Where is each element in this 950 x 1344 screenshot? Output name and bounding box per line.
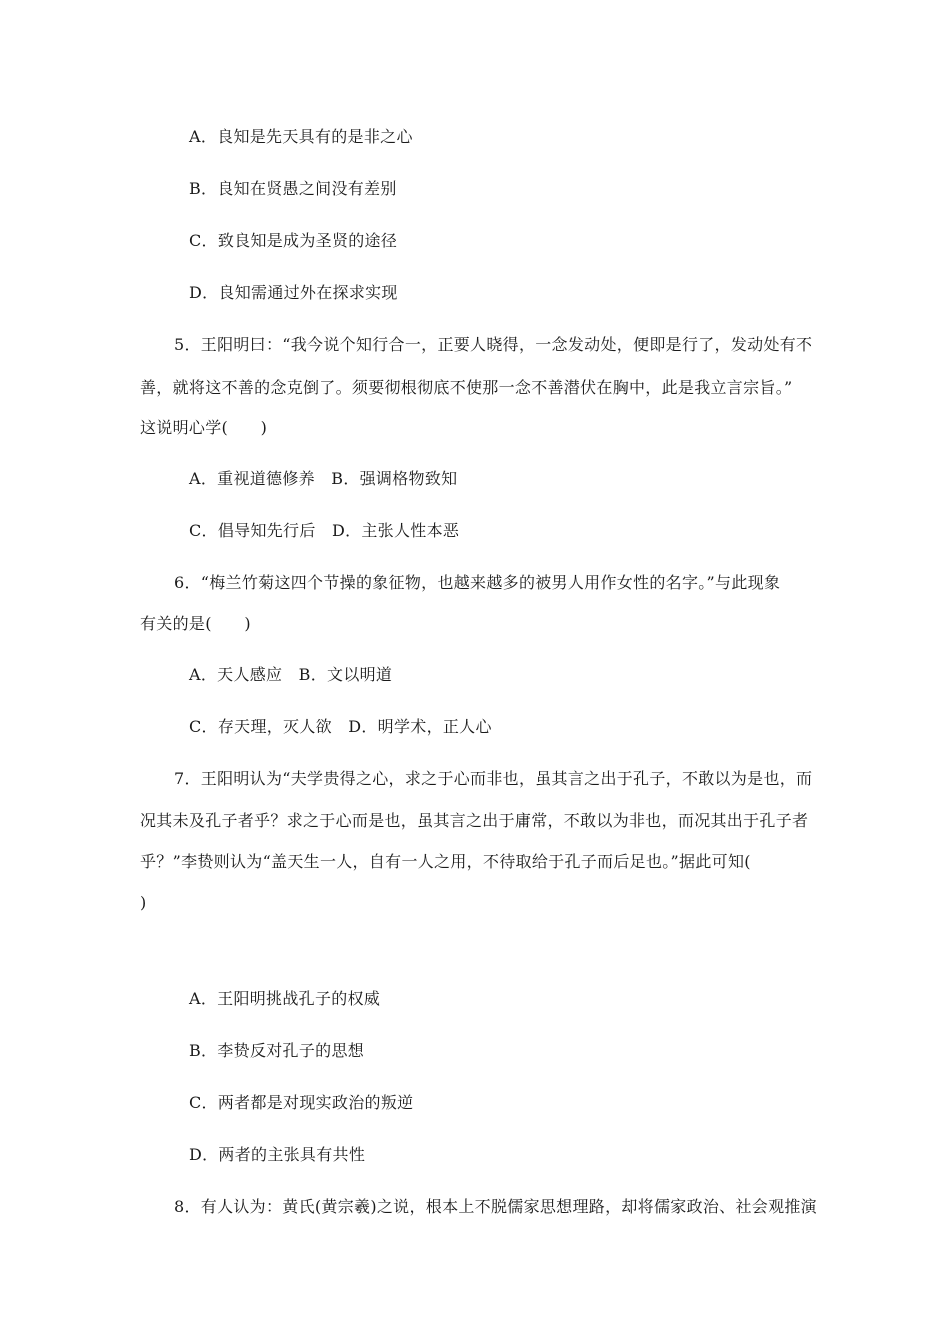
q5-stem-line2: 善，就将这不善的念克倒了。须要彻根彻底不使那一念不善潜伏在胸中，此是我立言宗旨。”: [140, 378, 793, 397]
q8-stem-line1: 8．有人认为：黄氏(黄宗羲)之说，根本上不脱儒家思想理路，却将儒家政治、社会观推演: [174, 1197, 817, 1216]
q7-stem-line4: ): [140, 893, 147, 912]
q7-stem-line2: 况其未及孔子者乎？求之于心而是也，虽其言之出于庸常，不敢以为非也，而况其出于孔子者: [140, 811, 809, 830]
q4-option-d: D．良知需通过外在探求实现: [189, 283, 398, 302]
q7-option-a: A．王阳明挑战孔子的权威: [189, 989, 381, 1008]
q5-options-row1: A．重视道德修养 B．强调格物致知: [189, 469, 458, 488]
q6-options-row2: C．存天理，灭人欲 D．明学术，正人心: [189, 717, 492, 736]
q7-stem-line3: 乎？”李贽则认为“盖天生一人，自有一人之用，不待取给于孔子而后足也。”据此可知(: [140, 852, 751, 871]
q5-stem-line3: 这说明心学( ): [140, 418, 268, 437]
q4-option-c: C．致良知是成为圣贤的途径: [189, 231, 398, 250]
q4-option-b: B．良知在贤愚之间没有差别: [189, 179, 397, 198]
q5-options-row2: C．倡导知先行后 D．主张人性本恶: [189, 521, 460, 540]
q4-option-a: A．良知是先天具有的是非之心: [189, 127, 413, 146]
q6-options-row1: A．天人感应 B．文以明道: [189, 665, 393, 684]
q5-stem-line1: 5．王阳明曰：“我今说个知行合一，正要人晓得，一念发动处，便即是行了，发动处有不: [174, 335, 813, 354]
q7-option-d: D．两者的主张具有共性: [189, 1145, 366, 1164]
q7-option-b: B．李贽反对孔子的思想: [189, 1041, 365, 1060]
q7-stem-line1: 7．王阳明认为“夫学贵得之心，求之于心而非也，虽其言之出于孔子，不敢以为是也，而: [174, 769, 813, 788]
q7-option-c: C．两者都是对现实政治的叛逆: [189, 1093, 414, 1112]
q6-stem-line2: 有关的是( ): [140, 614, 251, 633]
q6-stem-line1: 6．“梅兰竹菊这四个节操的象征物，也越来越多的被男人用作女性的名字。”与此现象: [174, 573, 781, 592]
